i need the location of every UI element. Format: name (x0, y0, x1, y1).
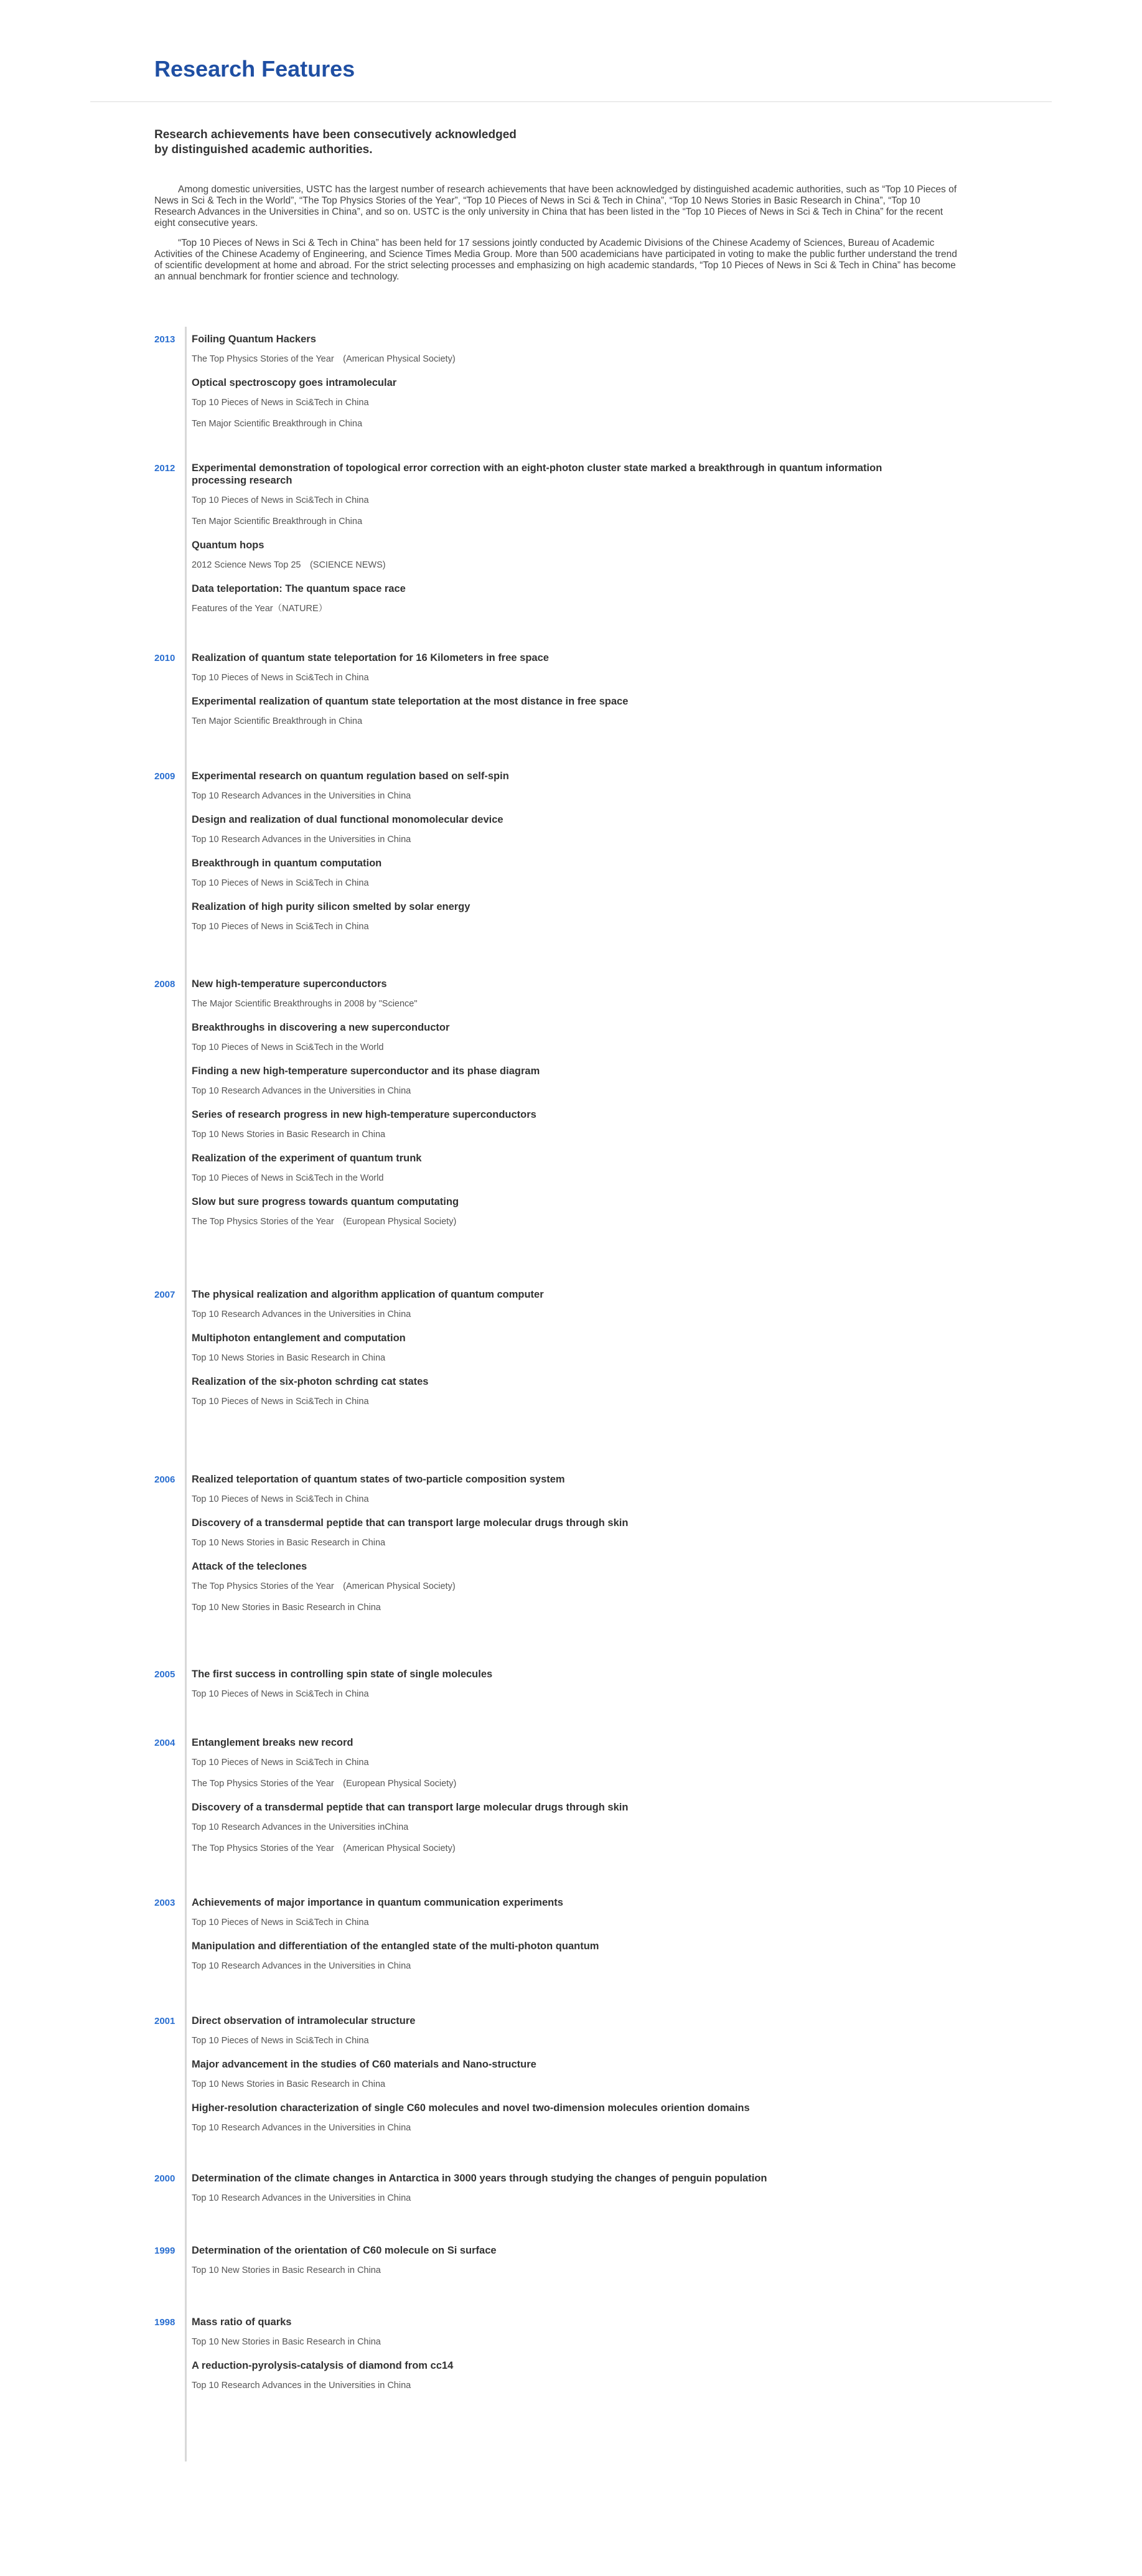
achievement-item (192, 857, 907, 889)
year-items (192, 1896, 907, 1984)
achievement-title: A reduction-pyrolysis-catalysis of diamond from cc14 (192, 2360, 454, 2371)
year-label: 2000 (154, 2173, 176, 2184)
achievement-title: Optical spectroscopy goes intramolecular (192, 377, 397, 388)
award-label: The Top Physics Stories of the Year (American Physical Society) (192, 354, 456, 364)
award-label: Top 10 New Stories in Basic Research in China (192, 2265, 381, 2275)
achievement-item (192, 1940, 907, 1972)
achievement-item (192, 978, 907, 1009)
award-label: Top 10 News Stories in Basic Research in China (192, 1353, 386, 1363)
award-label: Top 10 Pieces of News in Sci&Tech in China (192, 495, 369, 505)
award-label: Top 10 Pieces of News in Sci&Tech in China (192, 398, 369, 408)
achievement-item (192, 2015, 907, 2046)
achievement-item (192, 1668, 907, 1700)
achievement-title: Slow but sure progress towards quantum computating (192, 1196, 459, 1207)
award-label: The Top Physics Stories of the Year (American Physical Society) (192, 1843, 456, 1853)
achievement-item (192, 1736, 907, 1789)
year-label: 2010 (154, 653, 176, 663)
award-label: Ten Major Scientific Breakthrough in China (192, 716, 363, 726)
award-label: Top 10 Research Advances in the Universities in China (192, 1309, 411, 1319)
achievement-item (192, 2244, 907, 2276)
award-label: Top 10 New Stories in Basic Research in China (192, 1603, 381, 1613)
achievement-item (192, 1196, 907, 1227)
intro-paragraph: “Top 10 Pieces of News in Sci & Tech in China” has been held for 17 sessions jointly conducted by Academic Divisions of the Chinese Academy of Sciences, Bureau of Academic Activities of the Chinese Academy of Engineering, and Science Times Media Group. More than 500 academicians have participated in voting to make the public further understand the trend of scientific development at home and abroad. For the strict selecting processes and emphasizing on high academic standards, “Top 10 Pieces of News in Sci & Tech in China” has become an annual benchmark for frontier science and technology. (154, 238, 957, 282)
achievement-title: Manipulation and differentiation of the entangled state of the multi-photon quantum (192, 1941, 599, 1952)
achievement-title: Higher-resolution characterization of single C60 molecules and novel two-dimension molecules oriention domains (192, 2102, 750, 2114)
year-label: 1999 (154, 2246, 176, 2256)
achievement-title: The physical realization and algorithm application of quantum computer (192, 1289, 544, 1300)
intro-paragraph: Among domestic universities, USTC has the largest number of research achievements that have been acknowledged by distinguished academic authorities, such as “Top 10 Pieces of News in Sci & Tech in the World”, “The Top Physics Stories of the Year”, “Top 10 Pieces of News in Sci & Tech in China”, “Top 10 News Stories in Basic Research in China”, “Top 10 Research Advances in the Universities in China”, and so on. USTC is the only university in China that has been listed in the “Top 10 Pieces of News in Sci & Tech in China” for the recent eight consecutive years. (154, 184, 957, 228)
achievement-title: Mass ratio of quarks (192, 2316, 292, 2328)
award-label: Top 10 Research Advances in the Universities in China (192, 835, 411, 845)
year-items (192, 2244, 907, 2288)
award-label: Top 10 Pieces of News in Sci&Tech in China (192, 673, 369, 683)
achievement-item (192, 1560, 907, 1613)
year-label: 2009 (154, 771, 176, 782)
award-label: Top 10 Pieces of News in Sci&Tech in China (192, 1397, 369, 1407)
award-label: The Major Scientific Breakthroughs in 2008 by "Science" (192, 999, 418, 1009)
year-items (192, 1473, 907, 1625)
year-items (192, 1288, 907, 1419)
achievement-item (192, 2058, 907, 2090)
year-items (192, 978, 907, 1239)
award-label: Top 10 New Stories in Basic Research in China (192, 2337, 381, 2347)
year-items (192, 462, 907, 626)
achievement-title: Discovery of a transdermal peptide that can transport large molecular drugs through skin (192, 1517, 629, 1529)
achievement-title: Realized teleportation of quantum states of two-particle composition system (192, 1474, 565, 1485)
achievement-title: Major advancement in the studies of C60 materials and Nano-structure (192, 2059, 536, 2070)
achievement-title: Discovery of a transdermal peptide that can transport large molecular drugs through skin (192, 1802, 629, 1813)
achievement-item (192, 583, 907, 614)
award-label: 2012 Science News Top 25 (SCIENCE NEWS) (192, 560, 386, 570)
page-title: Research Features (154, 56, 355, 82)
award-label: Top 10 News Stories in Basic Research in China (192, 1130, 386, 1140)
achievement-item (192, 1288, 907, 1320)
achievement-item (192, 770, 907, 802)
award-label: Top 10 Research Advances in the Universities in China (192, 1961, 411, 1971)
achievement-title: Data teleportation: The quantum space race (192, 583, 406, 594)
achievement-item (192, 2102, 907, 2133)
year-items (192, 770, 907, 944)
year-label: 2013 (154, 334, 176, 345)
achievement-title: Design and realization of dual functional monomolecular device (192, 814, 503, 825)
award-label: The Top Physics Stories of the Year (European Physical Society) (192, 1217, 457, 1227)
achievement-item (192, 377, 907, 429)
award-label: Top 10 Pieces of News in Sci&Tech in China (192, 922, 369, 932)
achievement-item (192, 1021, 907, 1053)
year-label: 2012 (154, 463, 176, 474)
achievement-title: Determination of the orientation of C60 molecule on Si surface (192, 2245, 497, 2256)
achievement-title: Attack of the teleclones (192, 1561, 307, 1572)
achievement-item (192, 1801, 907, 1854)
award-label: Top 10 Research Advances in the Universities in China (192, 2193, 411, 2203)
title-divider (90, 101, 1052, 102)
achievement-title: Achievements of major importance in quantum communication experiments (192, 1897, 563, 1908)
achievement-item (192, 813, 907, 845)
achievement-item (192, 1065, 907, 1097)
achievement-item (192, 1332, 907, 1364)
year-items (192, 1668, 907, 1712)
achievement-item (192, 1108, 907, 1140)
achievement-title: Realization of quantum state teleportation for 16 Kilometers in free space (192, 652, 549, 663)
achievement-title: New high-temperature superconductors (192, 978, 387, 990)
year-label: 2006 (154, 1474, 176, 1485)
year-label: 1998 (154, 2317, 176, 2328)
award-label: Ten Major Scientific Breakthrough in China (192, 517, 363, 527)
achievement-item (192, 333, 907, 365)
award-label: Top 10 Research Advances in the Universities in China (192, 2123, 411, 2133)
achievement-title: Multiphoton entanglement and computation (192, 1332, 406, 1344)
award-label: Top 10 Research Advances in the Universities in China (192, 791, 411, 801)
achievement-item (192, 652, 907, 683)
award-label: Top 10 Pieces of News in Sci&Tech in China (192, 1494, 369, 1504)
intro-text (154, 184, 963, 291)
award-label: Ten Major Scientific Breakthrough in China (192, 419, 363, 429)
achievement-title: Realization of the six-photon schrding cat states (192, 1376, 429, 1387)
award-label: Top 10 Pieces of News in Sci&Tech in China (192, 1758, 369, 1768)
achievement-title: Series of research progress in new high-temperature superconductors (192, 1109, 536, 1120)
award-label: The Top Physics Stories of the Year (American Physical Society) (192, 1581, 456, 1591)
achievement-item (192, 1473, 907, 1505)
achievement-title: Finding a new high-temperature superconductor and its phase diagram (192, 1066, 540, 1077)
year-items (192, 333, 907, 441)
page-subtitle: Research achievements have been consecutively acknowledged by distinguished academic authorities. (154, 128, 517, 156)
achievement-title: Experimental research on quantum regulation based on self-spin (192, 770, 509, 782)
award-label: Top 10 Research Advances in the Universities inChina (192, 1822, 409, 1832)
achievement-item (192, 539, 907, 571)
achievement-item (192, 2316, 907, 2348)
achievement-title: Realization of high purity silicon smelted by solar energy (192, 901, 470, 912)
achievement-title: Breakthroughs in discovering a new superconductor (192, 1022, 450, 1033)
achievement-item (192, 1152, 907, 1184)
achievement-title: Foiling Quantum Hackers (192, 334, 316, 345)
year-label: 2001 (154, 2016, 176, 2026)
year-items (192, 2316, 907, 2403)
achievement-item (192, 1896, 907, 1928)
year-label: 2004 (154, 1738, 176, 1748)
achievement-item (192, 695, 907, 727)
year-items (192, 1736, 907, 1866)
award-label: Top 10 Pieces of News in Sci&Tech in the World (192, 1042, 384, 1052)
achievement-title: Experimental realization of quantum state teleportation at the most distance in free space (192, 696, 629, 707)
achievement-item (192, 901, 907, 932)
achievement-item (192, 1517, 907, 1548)
award-label: Top 10 News Stories in Basic Research in China (192, 1538, 386, 1548)
year-label: 2003 (154, 1898, 176, 1908)
year-items (192, 652, 907, 739)
achievement-item (192, 2359, 907, 2391)
achievement-item (192, 2172, 907, 2204)
achievement-title: Realization of the experiment of quantum trunk (192, 1153, 422, 1164)
achievement-title: Determination of the climate changes in Antarctica in 3000 years through studying the changes of penguin population (192, 2173, 767, 2184)
year-items (192, 2015, 907, 2145)
award-label: Top 10 Research Advances in the Universities in China (192, 2381, 411, 2391)
award-label: Features of the Year（NATURE） (192, 604, 328, 614)
award-label: Top 10 Pieces of News in Sci&Tech in China (192, 2036, 369, 2046)
year-label: 2005 (154, 1669, 176, 1680)
award-label: Top 10 Pieces of News in Sci&Tech in China (192, 878, 369, 888)
timeline-line (185, 327, 187, 2461)
achievement-title: Experimental demonstration of topological error correction with an eight-photon cluster state marked a breakthrough in quantum information processing research (192, 462, 882, 486)
achievement-title: Breakthrough in quantum computation (192, 858, 382, 869)
year-label: 2008 (154, 979, 176, 990)
year-label: 2007 (154, 1290, 176, 1300)
award-label: Top 10 Pieces of News in Sci&Tech in China (192, 1689, 369, 1699)
award-label: Top 10 Pieces of News in Sci&Tech in China (192, 1918, 369, 1927)
achievement-item (192, 1375, 907, 1407)
achievement-title: Quantum hops (192, 540, 264, 551)
award-label: The Top Physics Stories of the Year (European Physical Society) (192, 1779, 457, 1789)
achievement-title: Direct observation of intramolecular structure (192, 2015, 416, 2026)
achievement-title: Entanglement breaks new record (192, 1737, 353, 1748)
achievement-title: The first success in controlling spin state of single molecules (192, 1669, 493, 1680)
year-items (192, 2172, 907, 2216)
achievement-item (192, 462, 907, 527)
award-label: Top 10 News Stories in Basic Research in China (192, 2079, 386, 2089)
award-label: Top 10 Research Advances in the Universities in China (192, 1086, 411, 1096)
award-label: Top 10 Pieces of News in Sci&Tech in the World (192, 1173, 384, 1183)
